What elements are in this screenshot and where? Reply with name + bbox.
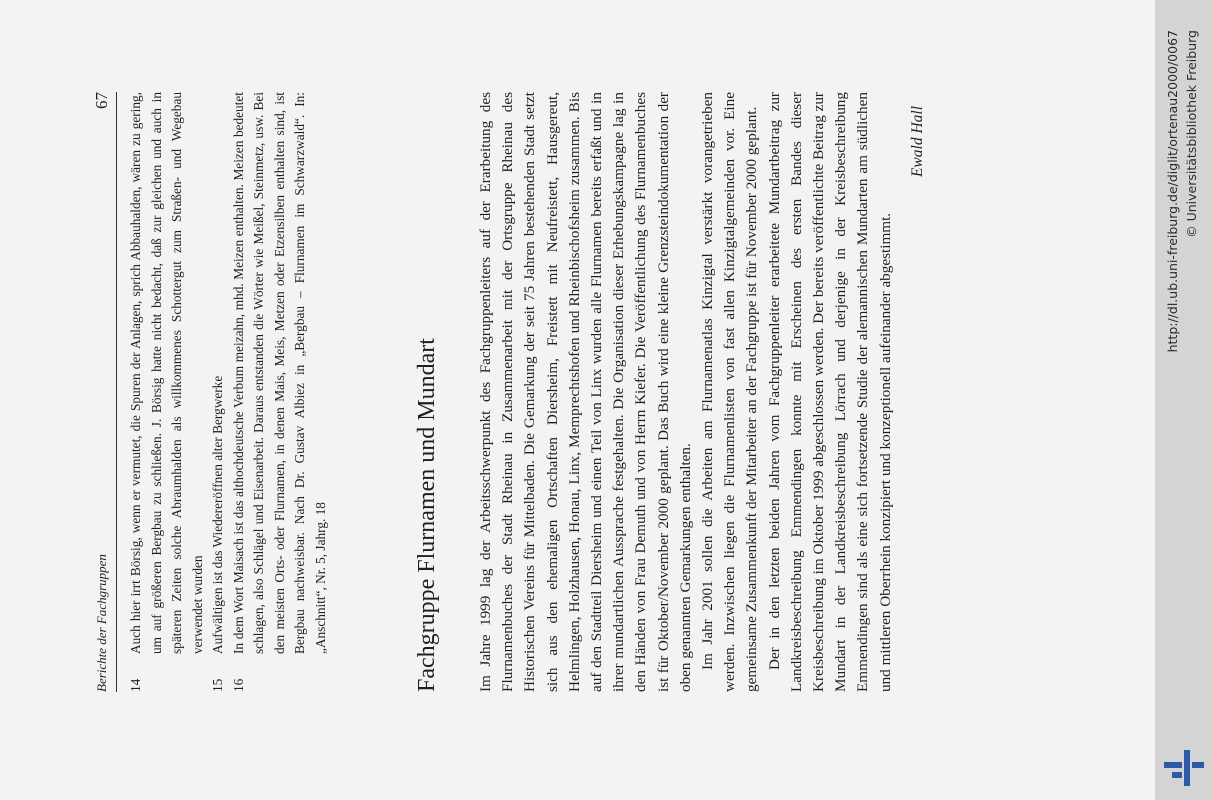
footnote-number: 15 (210, 678, 225, 692)
paragraph: Im Jahre 1999 lag der Arbeitsschwerpunkt des Fachgruppenleiters auf der Erarbeitung des Flurnamenbuches der Stadt Rheinau in Zusammenarbeit mit der Ortsgruppe Rheinau des Historischen Vereins für Mittelbaden. Die Gemarkung der seit 75 Jahren bestehenden Stadt setzt sich aus den ehemaligen Ortschaften Diersheim, Freistett mit Neufreistett, Hausgereut, Helmlingen, Holzhausen, Honau, Linx, Memprechtshofen und Rheinbischofsheim zusammen. Bis auf den Stadtteil Diersheim und einen Teil von Linx wurden alle Flurnamen bereits erfaßt und in ihrer mundartlichen Aussprache festgehalten. Die Organisation dieser Erhebungskampagne lag in den Händen von Frau Demuth und von Herrn Kiefer. Die Veröffentlichung des Flurnamenbuches ist für Oktober/November 2000 geplant. Das Buch wird eine kleine Grenzsteindokumentation der oben genannten Gemarkungen enthalten. (477, 92, 694, 692)
library-logo-icon (1162, 746, 1206, 790)
footnote-number: 16 (230, 678, 246, 692)
scanned-book-page (0, 30, 1156, 770)
footnote-15 (208, 92, 229, 692)
article-body (475, 92, 929, 692)
paragraph: Der in den letzten beiden Jahren vom Fachgruppenleiter erarbeitete Mundartbeitrag zur Landkreisbeschreibung Emmendingen konnte mit Erscheinen des ersten Bandes dieser Kreisbeschreibung im Oktober 1999 abgeschlossen werden. Der bereits veröffentlichte Beitrag zur Mundart in der Landkreisbeschreibung Lörrach und derjenige in der Kreisbeschreibung Emmendingen sind als eine sich fortsetzende Studie der alemannischen Mundarten am südlichen und mittleren Oberrhein konzipiert und konzeptionell aufeinander abgestimmt. (765, 92, 894, 692)
section-heading: Fachgruppe Flurnamen und Mundart (414, 338, 440, 692)
running-head-title: Berichte der Fachgruppen (94, 554, 109, 692)
footnote-text: Auch hier irrt Börsig, wenn er vermutet, die Spuren der Anlagen, sprich Abbauhalden, wären zu gering, um auf größeren Bergbau zu schließen. J. Börsig hatte nicht bedacht, daß zur gleichen und auch in späteren Zeiten solche Abraumhalden als willkommenes Schottergut zum Straßen- und Wegebau verwendet wurden (128, 92, 205, 654)
source-info (1163, 0, 1203, 800)
footnote-text: In dem Wort Maisach ist das althochdeutsche Verbum meizahn, mhd. Meizen enthalten. Meizen bedeutet schlagen, also Schlägel und Eisenarbeit. Daraus entstanden die Wörter wie Meißel, Steinmetz, usw. Bei den meisten Orts- oder Flurnamen, in denen Mais, Meis, Metzen oder Etzensilben enthalten sind, ist Bergbau nachweisbar. Nach Dr. Gustav Albiez in „Bergbau – Flurnamen im Schwarzwald“. In: „Anschnitt“, Nr. 5, Jahrg. 18 (230, 92, 328, 654)
footnote-text: Aufwältigen ist das Wiedereröffnen alter Bergwerke (210, 375, 225, 654)
copyright-notice: © Universitätsbibliothek Freiburg (1184, 30, 1199, 238)
source-url[interactable]: http://dl.ub.uni-freiburg.de/diglit/ortenau2000/0067 (1165, 30, 1180, 353)
paragraph: Im Jahr 2001 sollen die Arbeiten am Flurnamenatlas Kinzigtal verstärkt vorangetrieben werden. Inzwischen liegen die Flurnamenlisten von fast allen Kinzigtalgemeinden vor. Eine gemeinsame Zusammenkunft der Mitarbeiter an der Fachgruppe ist für November 2000 geplant. (699, 92, 761, 692)
page-number: 67 (92, 92, 111, 109)
footnote-number: 14 (128, 678, 143, 692)
running-head (88, 92, 117, 692)
footnote-16 (229, 92, 332, 692)
footnotes (126, 92, 331, 692)
footnote-14 (126, 92, 208, 692)
author-signature: Ewald Hall (908, 106, 926, 178)
